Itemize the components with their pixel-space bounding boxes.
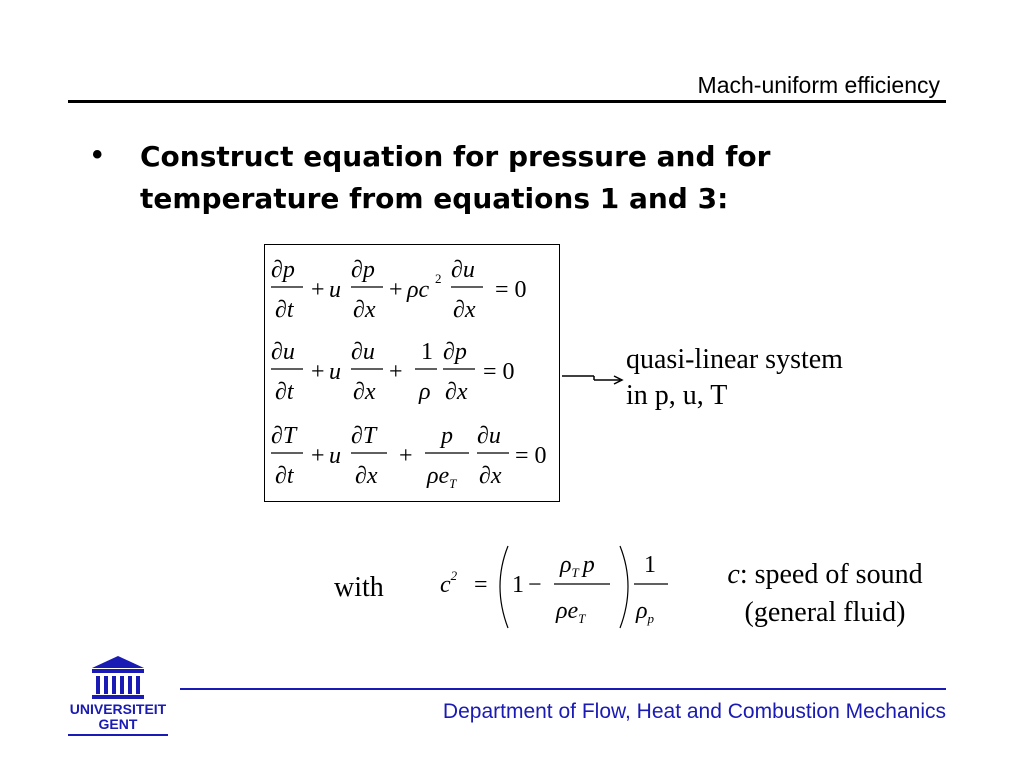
eq3-n1: T bbox=[282, 423, 297, 449]
logo-line-1: UNIVERSITEIT bbox=[69, 701, 167, 717]
eq3-d2: x bbox=[366, 463, 378, 489]
partial-symbol: ∂ bbox=[355, 463, 367, 489]
partial-symbol: ∂ bbox=[271, 257, 283, 283]
header-rule bbox=[68, 100, 946, 103]
eq2-n1: u bbox=[282, 339, 295, 365]
sound-one: 1 bbox=[512, 572, 524, 598]
partial-symbol: ∂ bbox=[353, 379, 365, 405]
eq3-fd: ρe bbox=[427, 463, 450, 489]
svg-text:∂x bbox=[355, 463, 378, 489]
eq2-d3: x bbox=[456, 379, 468, 405]
svg-text:∂T bbox=[271, 423, 298, 449]
partial-symbol: ∂ bbox=[275, 463, 287, 489]
partial-symbol: ∂ bbox=[453, 297, 465, 323]
footer-rule bbox=[180, 688, 946, 690]
with-label: with bbox=[334, 572, 384, 603]
svg-text:∂x bbox=[479, 463, 502, 489]
eq1-n3: u bbox=[462, 257, 475, 283]
svg-text:∂t bbox=[275, 297, 295, 323]
sound-note-line-2: (general fluid) bbox=[744, 597, 906, 628]
eq3-u: u bbox=[329, 443, 341, 469]
annotation-line-2: in p, u, T bbox=[626, 380, 728, 411]
svg-text:∂p bbox=[351, 257, 375, 283]
eq1-sup: 2 bbox=[435, 271, 442, 286]
sound-lhs-sup: 2 bbox=[450, 568, 458, 583]
sound-num-p: p bbox=[582, 552, 595, 578]
partial-symbol: ∂ bbox=[477, 423, 489, 449]
sound-note bbox=[690, 556, 960, 632]
partial-symbol: ∂ bbox=[351, 257, 363, 283]
svg-text:∂x bbox=[353, 297, 376, 323]
eq2-op1: + bbox=[311, 359, 325, 385]
eq3-rhs: = 0 bbox=[515, 443, 547, 469]
equation-temperature bbox=[271, 423, 547, 491]
sound-r-den: ρ bbox=[636, 598, 648, 624]
partial-symbol: ∂ bbox=[275, 297, 287, 323]
svg-text:∂p bbox=[271, 257, 295, 283]
sound-num: ρ bbox=[560, 552, 572, 578]
eq2-op2: + bbox=[389, 359, 403, 385]
eq3-d1: t bbox=[286, 463, 294, 489]
sound-lhs: c bbox=[440, 572, 451, 598]
svg-text:ρp bbox=[635, 598, 655, 626]
partial-symbol: ∂ bbox=[351, 339, 363, 365]
eq2-fn: 1 bbox=[421, 339, 433, 365]
sound-r-num: 1 bbox=[644, 552, 656, 578]
eq2-fd: ρ bbox=[419, 379, 431, 405]
svg-text:∂u bbox=[351, 339, 375, 365]
svg-text:∂p bbox=[443, 339, 467, 365]
svg-text:∂x bbox=[445, 379, 468, 405]
svg-text:∂t bbox=[275, 379, 295, 405]
sound-minus: − bbox=[528, 572, 542, 598]
svg-text:ρTp bbox=[559, 552, 595, 580]
eq1-d3: x bbox=[464, 297, 476, 323]
partial-symbol: ∂ bbox=[271, 423, 283, 449]
partial-symbol: ∂ bbox=[351, 423, 363, 449]
equation-pressure bbox=[271, 257, 527, 323]
partial-symbol: ∂ bbox=[479, 463, 491, 489]
partial-symbol: ∂ bbox=[445, 379, 457, 405]
svg-text:∂t bbox=[275, 463, 295, 489]
eq1-rhs: = 0 bbox=[495, 277, 527, 303]
svg-text:∂T bbox=[351, 423, 378, 449]
eq1-d1: t bbox=[286, 297, 294, 323]
eq3-fn: p bbox=[441, 423, 453, 449]
arrow-icon bbox=[562, 370, 628, 390]
sound-den-sub: T bbox=[578, 611, 586, 626]
svg-text:c2 bbox=[440, 568, 458, 598]
annotation-line-1: quasi-linear system bbox=[626, 344, 843, 375]
eq3-d3: x bbox=[490, 463, 502, 489]
svg-text:∂u bbox=[477, 423, 501, 449]
eq2-d1: t bbox=[286, 379, 294, 405]
equation-system bbox=[265, 245, 559, 501]
svg-text:ρeT bbox=[555, 598, 586, 626]
eq2-n2: u bbox=[362, 339, 375, 365]
eq2-d2: x bbox=[364, 379, 376, 405]
partial-symbol: ∂ bbox=[271, 339, 283, 365]
partial-symbol: ∂ bbox=[443, 339, 455, 365]
sound-note-symbol: c bbox=[727, 559, 740, 590]
eq3-op2: + bbox=[399, 443, 413, 469]
sound-den: ρe bbox=[556, 598, 579, 624]
eq1-op1: + bbox=[311, 277, 325, 303]
eq1-n2: p bbox=[362, 257, 375, 283]
svg-text:∂u bbox=[271, 339, 295, 365]
partial-symbol: ∂ bbox=[275, 379, 287, 405]
eq1-coef: ρc bbox=[407, 277, 430, 303]
eq1-u: u bbox=[329, 277, 341, 303]
partial-symbol: ∂ bbox=[451, 257, 463, 283]
bullet-text: Construct equation for pressure and for temperature from equations 1 and 3: bbox=[140, 140, 771, 215]
sound-eq: = bbox=[474, 572, 488, 598]
svg-text:∂u bbox=[451, 257, 475, 283]
eq3-op1: + bbox=[311, 443, 325, 469]
eq2-rhs: = 0 bbox=[483, 359, 515, 385]
eq3-fdsub: T bbox=[449, 476, 457, 491]
sound-num-sub: T bbox=[571, 565, 579, 580]
eq1-d2: x bbox=[364, 297, 376, 323]
svg-text:∂x bbox=[453, 297, 476, 323]
svg-text:∂x bbox=[353, 379, 376, 405]
eq3-n3: u bbox=[488, 423, 501, 449]
equation-system-box bbox=[264, 244, 560, 502]
eq1-op2: + bbox=[389, 277, 403, 303]
sound-r-den-sub: p bbox=[647, 611, 655, 626]
partial-symbol: ∂ bbox=[353, 297, 365, 323]
eq3-n2: T bbox=[362, 423, 377, 449]
speed-of-sound-formula bbox=[436, 540, 686, 636]
university-logo bbox=[62, 654, 174, 740]
svg-text:ρeT bbox=[426, 463, 457, 491]
system-annotation bbox=[626, 342, 843, 414]
bullet-marker: • bbox=[92, 138, 103, 171]
eq2-n3: p bbox=[454, 339, 467, 365]
slide-title: Mach-uniform efficiency bbox=[697, 72, 940, 98]
equation-velocity bbox=[271, 339, 515, 405]
eq2-u: u bbox=[329, 359, 341, 385]
logo-line-2: GENT bbox=[98, 716, 138, 732]
footer-department: Department of Flow, Heat and Combustion Mechanics bbox=[442, 700, 946, 723]
eq1-n1: p bbox=[282, 257, 295, 283]
sound-note-line-1: : speed of sound bbox=[739, 559, 923, 590]
